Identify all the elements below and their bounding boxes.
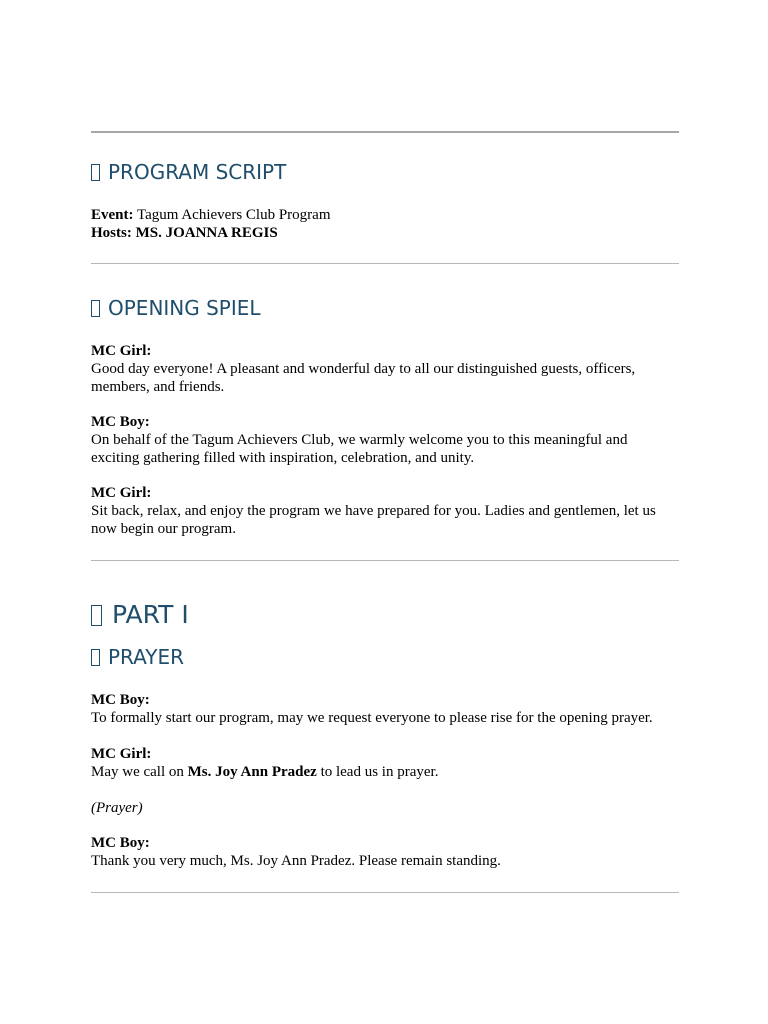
event-value: Tagum Achievers Club Program — [136, 207, 331, 223]
opening-line-2 — [91, 413, 679, 467]
program-script-heading-text: PROGRAM SCRIPT — [108, 160, 287, 184]
speaker-label: MC Boy: — [91, 692, 150, 708]
opening-spiel-heading-text: OPENING SPIEL — [108, 296, 261, 320]
prayer-line-3 — [91, 834, 679, 870]
hosts-label: Hosts: — [91, 225, 132, 241]
missing-glyph-icon — [91, 300, 100, 317]
spiel-text-after: to lead us in prayer. — [316, 764, 439, 780]
prayer-heading-text: PRAYER — [108, 645, 185, 669]
missing-glyph-icon — [91, 164, 100, 181]
section-divider — [91, 560, 679, 561]
spiel-text: On behalf of the Tagum Achievers Club, we warmly welcome you to this meaningful and exciting gathering filled with inspiration, celebration, and unity. — [91, 432, 628, 466]
program-script-heading — [91, 160, 286, 184]
event-label: Event: — [91, 207, 134, 223]
section-divider — [91, 263, 679, 264]
speaker-label: MC Girl: — [91, 343, 152, 359]
section-divider — [91, 892, 679, 893]
hosts-line — [91, 224, 679, 242]
missing-glyph-icon — [91, 605, 102, 626]
prayer-leader-name: Ms. Joy Ann Pradez — [187, 764, 317, 780]
opening-line-1 — [91, 342, 679, 396]
stage-direction-text: (Prayer) — [91, 800, 143, 816]
prayer-line-2 — [91, 745, 679, 781]
event-line — [91, 206, 679, 224]
spiel-text: Thank you very much, Ms. Joy Ann Pradez. Please remain standing. — [91, 853, 501, 869]
spiel-text — [91, 763, 679, 781]
missing-glyph-icon — [91, 649, 100, 666]
speaker-label: MC Girl: — [91, 485, 152, 501]
speaker-label: MC Boy: — [91, 835, 150, 851]
stage-direction — [91, 799, 679, 817]
hosts-value: MS. JOANNA REGIS — [135, 225, 278, 241]
opening-spiel-heading — [91, 296, 261, 320]
part-one-heading-text: PART I — [112, 600, 189, 629]
opening-line-3 — [91, 484, 679, 538]
part-one-heading — [91, 600, 189, 630]
spiel-text-before: May we call on — [91, 764, 188, 780]
prayer-heading — [91, 645, 184, 669]
event-info — [91, 206, 679, 242]
speaker-label: MC Boy: — [91, 414, 150, 430]
spiel-text: To formally start our program, may we request everyone to please rise for the opening prayer. — [91, 710, 653, 726]
prayer-line-1 — [91, 691, 679, 727]
spiel-text: Good day everyone! A pleasant and wonderful day to all our distinguished guests, officers, members, and friends. — [91, 361, 636, 395]
speaker-label: MC Girl: — [91, 746, 152, 762]
top-divider — [91, 131, 679, 133]
spiel-text: Sit back, relax, and enjoy the program we have prepared for you. Ladies and gentlemen, let us now begin our program. — [91, 503, 656, 537]
